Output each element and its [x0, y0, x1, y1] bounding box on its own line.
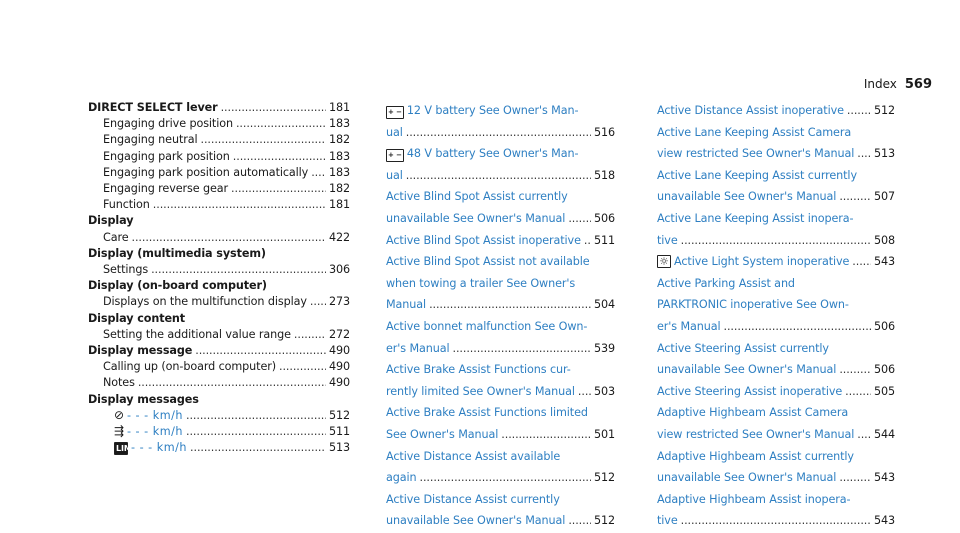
entry-text: Active Steering Assist inoperative [657, 384, 843, 398]
leader-dots [568, 208, 591, 230]
page-ref: 513 [873, 147, 895, 161]
page-ref: 504 [593, 298, 615, 312]
index-entry[interactable] [88, 392, 350, 408]
entry-text: when towing a trailer See Owner's [386, 276, 576, 290]
index-entry[interactable] [386, 510, 615, 532]
entry-text: Adaptive Highbeam Assist inopera- [657, 492, 851, 506]
entry-text: view restricted See Owner's Manual [657, 147, 855, 161]
entry-text: ual [386, 125, 403, 139]
index-entry[interactable] [88, 327, 350, 343]
entry-text: Engaging neutral [103, 133, 198, 147]
index-entry[interactable] [657, 381, 895, 403]
leader-dots [153, 197, 326, 213]
entry-text: Active Blind Spot Assist inoperative [386, 233, 581, 247]
entry-text: Active Brake Assist Functions limited [386, 406, 588, 420]
leader-dots [501, 424, 591, 446]
index-entry[interactable] [88, 424, 350, 440]
page-ref: 539 [593, 341, 615, 355]
index-entry[interactable] [386, 294, 615, 316]
index-entry[interactable] [657, 424, 895, 446]
leader-dots [578, 381, 591, 403]
page-ref: 512 [328, 408, 350, 422]
entry-text: Setting the additional value range [103, 327, 291, 341]
entry-text: Active Blind Spot Assist not available [386, 255, 590, 269]
entry-text: Active Lane Keeping Assist Camera [657, 125, 852, 139]
page-number: 569 [904, 77, 932, 92]
index-entry[interactable] [88, 149, 350, 165]
index-column-3 [657, 100, 895, 532]
entry-text: Calling up (on-board computer) [103, 360, 277, 374]
entry-text: Engaging drive position [103, 117, 233, 131]
entry-text: 48 V battery See Owner's Man- [406, 147, 579, 161]
page-ref: 490 [328, 376, 350, 390]
entry-text: Care [103, 230, 129, 244]
entry-text: Active Parking Assist and [657, 276, 795, 290]
page-ref: 518 [593, 168, 615, 182]
index-entry[interactable] [88, 181, 350, 197]
index-entry[interactable] [657, 122, 895, 144]
index-entry[interactable] [386, 251, 615, 273]
entry-text: Active Brake Assist Functions cur- [386, 363, 571, 377]
index-entry[interactable] [657, 273, 895, 295]
leader-dots [857, 143, 871, 165]
leader-dots [236, 116, 326, 132]
entry-text: See Owner's Manual [386, 427, 499, 441]
index-entry[interactable] [386, 467, 615, 489]
entry-text: Display (on-board computer) [88, 279, 267, 293]
index-entry[interactable] [657, 467, 895, 489]
index-entry[interactable] [386, 424, 615, 446]
leader-dots [186, 408, 326, 424]
leader-dots [839, 359, 871, 381]
leader-dots [279, 359, 326, 375]
index-entry[interactable] [386, 402, 615, 424]
index-column-1 [88, 100, 350, 456]
page-ref: 273 [328, 295, 350, 309]
entry-text: er's Manual [386, 341, 450, 355]
entry-text: Active bonnet malfunction See Own- [386, 319, 588, 333]
page-ref: 183 [328, 149, 350, 163]
index-entry[interactable] [657, 359, 895, 381]
page-ref: 508 [873, 233, 895, 247]
leader-dots [132, 230, 326, 246]
entry-text: Display messages [88, 392, 199, 406]
page-ref: 506 [873, 363, 895, 377]
index-entry[interactable] [657, 230, 895, 252]
page-ref: 182 [328, 182, 350, 196]
page-ref: 511 [593, 233, 615, 247]
leader-dots [839, 186, 871, 208]
leader-dots [231, 181, 326, 197]
leader-dots [195, 343, 326, 359]
leader-dots [233, 149, 326, 165]
index-entry[interactable] [88, 262, 350, 278]
leader-dots [453, 338, 591, 360]
index-entry[interactable] [88, 359, 350, 375]
entry-text: Active Light System inoperative [674, 255, 850, 269]
index-entry[interactable] [88, 278, 350, 294]
page-ref: 505 [873, 384, 895, 398]
limiter-icon: LIM [116, 444, 132, 454]
leader-dots [406, 122, 591, 144]
entry-text: rently limited See Owner's Manual [386, 384, 575, 398]
index-entry[interactable] [657, 510, 895, 532]
entry-text: Display [88, 214, 134, 228]
index-entry[interactable] [88, 246, 350, 262]
index-entry[interactable] [386, 338, 615, 360]
index-entry[interactable] [657, 251, 895, 273]
index-entry[interactable] [657, 165, 895, 187]
index-entry[interactable] [657, 294, 895, 316]
index-entry[interactable] [386, 122, 615, 144]
index-entry[interactable] [88, 116, 350, 132]
page-ref: 507 [873, 190, 895, 204]
entry-text: view restricted See Owner's Manual [657, 427, 855, 441]
entry-text: er's Manual [657, 319, 721, 333]
leader-dots [681, 230, 871, 252]
index-entry[interactable] [88, 165, 350, 181]
cruise-control-icon: ⊘ [114, 407, 124, 422]
index-entry[interactable] [88, 408, 350, 424]
page-ref: 506 [873, 319, 895, 333]
index-entry[interactable] [386, 186, 615, 208]
index-entry[interactable] [386, 359, 615, 381]
entry-text: Active Steering Assist currently [657, 341, 829, 355]
entry-text: Notes [103, 376, 135, 390]
light-icon: ☼ [657, 255, 671, 268]
entry-text: unavailable See Owner's Manual [657, 471, 837, 485]
index-entry[interactable] [88, 197, 350, 213]
leader-dots [839, 467, 871, 489]
page-ref: 516 [593, 125, 615, 139]
index-entry[interactable] [657, 100, 895, 122]
entry-text: unavailable See Owner's Manual [386, 211, 566, 225]
entry-text: Active Blind Spot Assist currently [386, 190, 568, 204]
entry-text: - - - km/h [126, 425, 183, 439]
index-entry[interactable] [657, 489, 895, 511]
leader-dots [186, 424, 326, 440]
entry-text: again [386, 471, 417, 485]
index-entry[interactable] [88, 294, 350, 310]
page-ref: 512 [593, 514, 615, 528]
page-ref: 306 [328, 263, 350, 277]
page-ref: 543 [873, 471, 895, 485]
entry-text: Display content [88, 311, 186, 325]
entry-text: Manual [386, 298, 427, 312]
entry-text: Active Distance Assist available [386, 449, 561, 463]
index-entry[interactable] [386, 208, 615, 230]
leader-dots [429, 294, 591, 316]
page-ref: 513 [328, 441, 350, 455]
entry-text: Active Distance Assist inoperative [657, 104, 844, 117]
page-ref: 543 [873, 514, 895, 528]
index-entry[interactable] [88, 311, 350, 327]
leader-dots [420, 467, 591, 489]
leader-dots [852, 251, 871, 273]
leader-dots [311, 165, 326, 181]
page-ref: 490 [328, 360, 350, 374]
entry-text: Displays on the multifunction display [103, 295, 307, 309]
page-ref: 511 [328, 425, 350, 439]
distance-assist-icon: ⇶ [114, 424, 124, 439]
leader-dots [406, 165, 591, 187]
entry-text: Active Distance Assist currently [386, 492, 560, 506]
page-ref: 183 [328, 165, 350, 179]
index-entry[interactable] [386, 381, 615, 403]
index-entry[interactable] [88, 230, 350, 246]
page-ref: 490 [328, 344, 350, 358]
page-ref: 512 [593, 471, 615, 485]
leader-dots [201, 132, 326, 148]
battery-icon: + − [386, 149, 404, 162]
entry-text: Engaging park position [103, 149, 230, 163]
page-ref: 512 [873, 104, 895, 117]
battery-icon: + − [386, 106, 404, 119]
entry-text: tive [657, 233, 678, 247]
index-entry[interactable] [657, 143, 895, 165]
page-ref: 181 [328, 101, 350, 114]
index-entry[interactable] [386, 316, 615, 338]
leader-dots [845, 381, 871, 403]
leader-dots [568, 510, 591, 532]
index-entry[interactable] [657, 402, 895, 424]
leader-dots [294, 327, 326, 343]
index-entry[interactable] [88, 132, 350, 148]
page-ref: 422 [328, 230, 350, 244]
index-entry[interactable] [386, 143, 615, 165]
entry-text: Active Lane Keeping Assist currently [657, 168, 857, 182]
index-entry[interactable] [88, 375, 350, 391]
leader-dots [681, 510, 871, 532]
index-entry[interactable] [657, 446, 895, 468]
entry-text: Display (multimedia system) [88, 246, 266, 260]
entry-text: Adaptive Highbeam Assist currently [657, 449, 854, 463]
leader-dots [138, 375, 326, 391]
index-entry[interactable] [657, 316, 895, 338]
page-ref: 544 [873, 427, 895, 441]
page-ref: 181 [328, 198, 350, 212]
leader-dots [310, 294, 326, 310]
entry-text: Display message [88, 344, 193, 358]
index-column-2 [386, 100, 615, 532]
leader-dots [584, 230, 591, 252]
entry-text: DIRECT SELECT lever [88, 101, 218, 114]
entry-text: - - - km/h [126, 408, 183, 422]
entry-text: Settings [103, 263, 149, 277]
entry-text: ual [386, 168, 403, 182]
page-ref: 543 [873, 255, 895, 269]
index-entry[interactable] [657, 208, 895, 230]
index-entry[interactable] [88, 440, 350, 456]
index-entry[interactable] [386, 273, 615, 295]
index-entry[interactable] [386, 100, 615, 122]
page-ref: 183 [328, 117, 350, 131]
entry-text: unavailable See Owner's Manual [657, 190, 837, 204]
leader-dots [724, 316, 871, 338]
index-entry[interactable] [386, 230, 615, 252]
entry-text: Engaging park position automatically [103, 165, 309, 179]
page-ref: 506 [593, 211, 615, 225]
entry-text: PARKTRONIC inoperative See Own- [657, 298, 849, 312]
page-ref: 503 [593, 384, 615, 398]
leader-dots [151, 262, 326, 278]
index-entry[interactable] [88, 213, 350, 229]
header-label: Index [863, 77, 897, 91]
entry-text: unavailable See Owner's Manual [657, 363, 837, 377]
entry-text: unavailable See Owner's Manual [386, 514, 566, 528]
leader-dots [847, 100, 871, 122]
index-entry[interactable] [657, 186, 895, 208]
entry-text: Active Lane Keeping Assist inopera- [657, 211, 854, 225]
index-entry[interactable] [657, 338, 895, 360]
page-ref: 501 [593, 427, 615, 441]
index-entry[interactable] [88, 343, 350, 359]
leader-dots [857, 424, 871, 446]
leader-dots [221, 100, 326, 116]
entry-text: tive [657, 514, 678, 528]
index-entry[interactable] [386, 489, 615, 511]
entry-text: 12 V battery See Owner's Man- [406, 104, 579, 117]
entry-text: Engaging reverse gear [103, 182, 229, 196]
entry-text: - - - km/h [131, 441, 188, 455]
page-ref: 272 [328, 327, 350, 341]
entry-text: Function [103, 198, 150, 212]
entry-text: Adaptive Highbeam Assist Camera [657, 406, 849, 420]
index-entry[interactable] [88, 100, 350, 116]
index-entry[interactable] [386, 165, 615, 187]
leader-dots [190, 440, 326, 456]
index-entry[interactable] [386, 446, 615, 468]
page-header [864, 76, 932, 93]
page-ref: 182 [328, 133, 350, 147]
